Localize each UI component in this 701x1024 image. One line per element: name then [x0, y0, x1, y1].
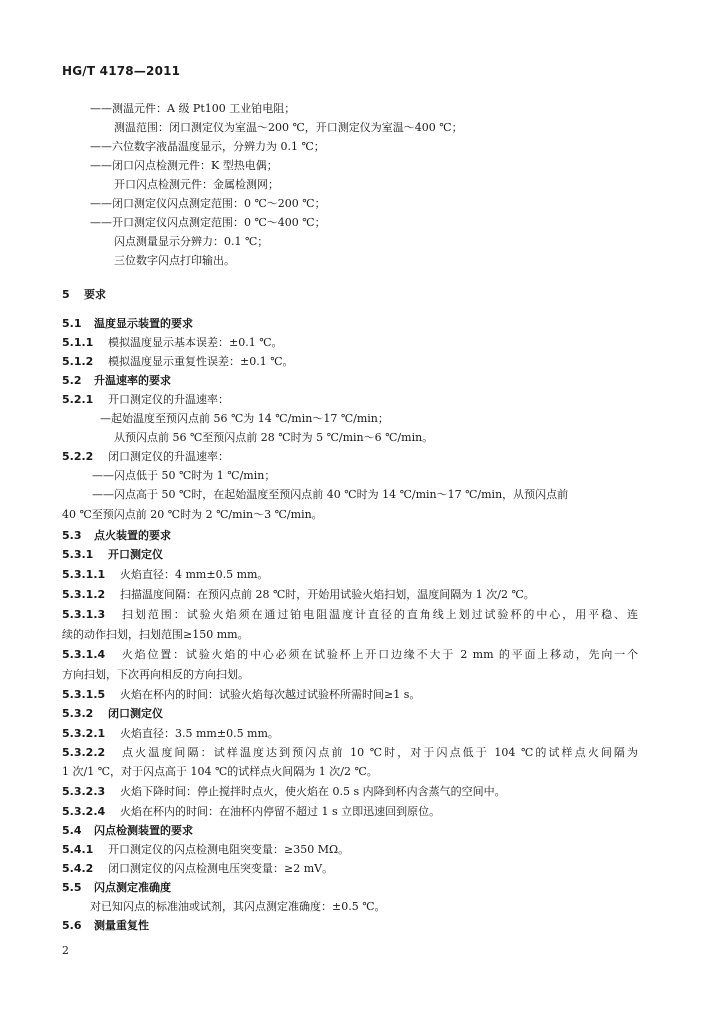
clause-number: 5.3.1.3	[62, 608, 106, 621]
paragraph: 对已知闪点的标准油或试剂，其闪点测定准确度：±0.5 ℃。	[90, 900, 386, 913]
list-item: ——闪点高于 50 ℃时，在起始温度至预闪点前 40 ℃时为 14 ℃/min～17 ℃/min，从预闪点前	[92, 488, 569, 501]
clause-number: 5.3.2.2	[62, 746, 106, 759]
list-item: ——六位数字液晶温度显示，分辨力为 0.1 ℃；	[90, 140, 325, 153]
list-item: 三位数字闪点打印输出。	[114, 254, 235, 267]
clause-number: 5.4.2	[62, 862, 94, 875]
clause	[62, 355, 294, 369]
clause-number: 5.2.2	[62, 450, 94, 463]
clause	[62, 648, 638, 662]
clause	[62, 805, 440, 819]
section-number: 5	[62, 288, 70, 301]
clause	[62, 862, 333, 876]
clause-text: 模拟温度显示基本误差：±0.1 ℃。	[108, 336, 283, 349]
clause	[62, 336, 283, 350]
clause	[62, 785, 506, 799]
section-title: 闪点测定准确度	[94, 881, 171, 894]
clause	[62, 588, 535, 602]
list-item: —起始温度至预闪点前 56 ℃为 14 ℃/min～17 ℃/min；	[100, 412, 389, 425]
section-heading	[62, 548, 163, 562]
section-number: 5.1	[62, 317, 82, 330]
clause-text: 火焰在杯内的时间：在油杯内停留不超过 1 s 立即迅速回到原位。	[120, 805, 441, 818]
list-item: 测温范围：闭口测定仪为室温～200 ℃，开口测定仪为室温～400 ℃；	[114, 121, 463, 134]
list-item-continuation: 40 ℃至预闪点前 20 ℃时为 2 ℃/min～3 ℃/min。	[62, 508, 323, 521]
list-item: 开口闪点检测元件：金属检测网；	[114, 178, 279, 191]
clause-continuation: 1 次/1 ℃，对于闪点高于 104 ℃的试样点火间隔为 1 次/2 ℃。	[62, 765, 378, 778]
section-title: 闪点检测装置的要求	[94, 824, 193, 837]
section-title: 测量重复性	[94, 919, 149, 932]
section-heading	[62, 529, 171, 543]
clause-text: 点火温度间隔：试样温度达到预闪点前 10 ℃时，对于闪点低于 104 ℃的试样点火间隔为	[120, 746, 638, 759]
clause-number: 5.1.1	[62, 336, 94, 349]
clause-text: 闭口测定仪的闪点检测电压突变量：≥2 mV。	[108, 862, 334, 875]
clause-number: 5.4.1	[62, 843, 94, 856]
section-heading	[62, 374, 171, 388]
section-number: 5.3	[62, 529, 82, 542]
standard-code-header: HG/T 4178—2011	[62, 64, 181, 78]
section-number: 5.3.2	[62, 707, 94, 720]
list-item: 闪点测量显示分辨力：0.1 ℃；	[114, 235, 269, 248]
section-title: 要求	[84, 288, 106, 301]
clause	[62, 727, 279, 741]
list-item: ——闭口闪点检测元件：K 型热电偶；	[90, 159, 278, 172]
list-item: ——测温元件：A 级 Pt100 工业铂电阻；	[90, 102, 296, 115]
clause-number: 5.3.1.5	[62, 688, 106, 701]
section-heading	[62, 707, 163, 721]
section-number: 5.4	[62, 824, 82, 837]
list-item: ——闭口测定仪闪点测定范围：0 ℃～200 ℃；	[90, 197, 326, 210]
clause-number: 5.3.2.4	[62, 805, 106, 818]
section-number: 5.3.1	[62, 548, 94, 561]
section-title: 点火装置的要求	[94, 529, 171, 542]
list-item: 从预闪点前 56 ℃至预闪点前 28 ℃时为 5 ℃/min～6 ℃/min。	[114, 431, 434, 444]
clause-number: 5.1.2	[62, 355, 94, 368]
clause-text: 模拟温度显示重复性误差：±0.1 ℃。	[108, 355, 294, 368]
clause-number: 5.3.1.2	[62, 588, 106, 601]
clause-text: 火焰直径：4 mm±0.5 mm。	[120, 568, 269, 581]
section-number: 5.6	[62, 919, 82, 932]
section-number: 5.5	[62, 881, 82, 894]
section-heading	[62, 881, 171, 895]
clause	[62, 843, 349, 857]
list-item: ——开口测定仪闪点测定范围：0 ℃～400 ℃；	[90, 216, 326, 229]
clause-text: 火焰下降时间：停止搅拌时点火，使火焰在 0.5 s 内降到杯内含蒸气的空间中。	[120, 785, 506, 798]
clause	[62, 393, 229, 407]
clause-number: 5.3.1.1	[62, 568, 106, 581]
page-number: 2	[62, 944, 69, 957]
section-title: 开口测定仪	[108, 548, 163, 561]
clause-text: 火焰位置：试验火焰的中心必须在试验杯上开口边缘不大于 2 mm 的平面上移动，先向一个	[120, 648, 638, 661]
section-heading	[62, 919, 149, 933]
clause-text: 火焰直径：3.5 mm±0.5 mm。	[120, 727, 279, 740]
list-item: ——闪点低于 50 ℃时为 1 ℃/min；	[92, 469, 276, 482]
section-heading	[62, 288, 106, 302]
section-title: 升温速率的要求	[94, 374, 171, 387]
clause	[62, 746, 638, 760]
section-title: 温度显示装置的要求	[94, 317, 193, 330]
clause-text: 火焰在杯内的时间：试验火焰每次越过试验杯所需时间≥1 s。	[120, 688, 421, 701]
section-number: 5.2	[62, 374, 82, 387]
section-title: 闭口测定仪	[108, 707, 163, 720]
clause-continuation: 续的动作扫划，扫划范围≥150 mm。	[62, 628, 249, 641]
clause-number: 5.3.1.4	[62, 648, 106, 661]
clause-text: 开口测定仪的升温速率：	[108, 393, 229, 406]
clause	[62, 688, 420, 702]
clause	[62, 608, 638, 622]
clause-continuation: 方向扫划，下次再向相反的方向扫划。	[62, 668, 249, 681]
clause	[62, 450, 229, 464]
clause-number: 5.3.2.1	[62, 727, 106, 740]
clause-text: 开口测定仪的闪点检测电阻突变量：≥350 MΩ。	[108, 843, 350, 856]
section-heading	[62, 317, 193, 331]
clause-number: 5.3.2.3	[62, 785, 106, 798]
clause-number: 5.2.1	[62, 393, 94, 406]
clause-text: 扫划范围：试验火焰须在通过铂电阻温度计直径的直角线上划过试验杯的中心，用平稳、连	[120, 608, 638, 621]
clause-text: 闭口测定仪的升温速率：	[108, 450, 229, 463]
section-heading	[62, 824, 193, 838]
clause	[62, 568, 268, 582]
clause-text: 扫描温度间隔：在预闪点前 28 ℃时，开始用试验火焰扫划，温度间隔为 1 次/2 ℃。	[120, 588, 535, 601]
